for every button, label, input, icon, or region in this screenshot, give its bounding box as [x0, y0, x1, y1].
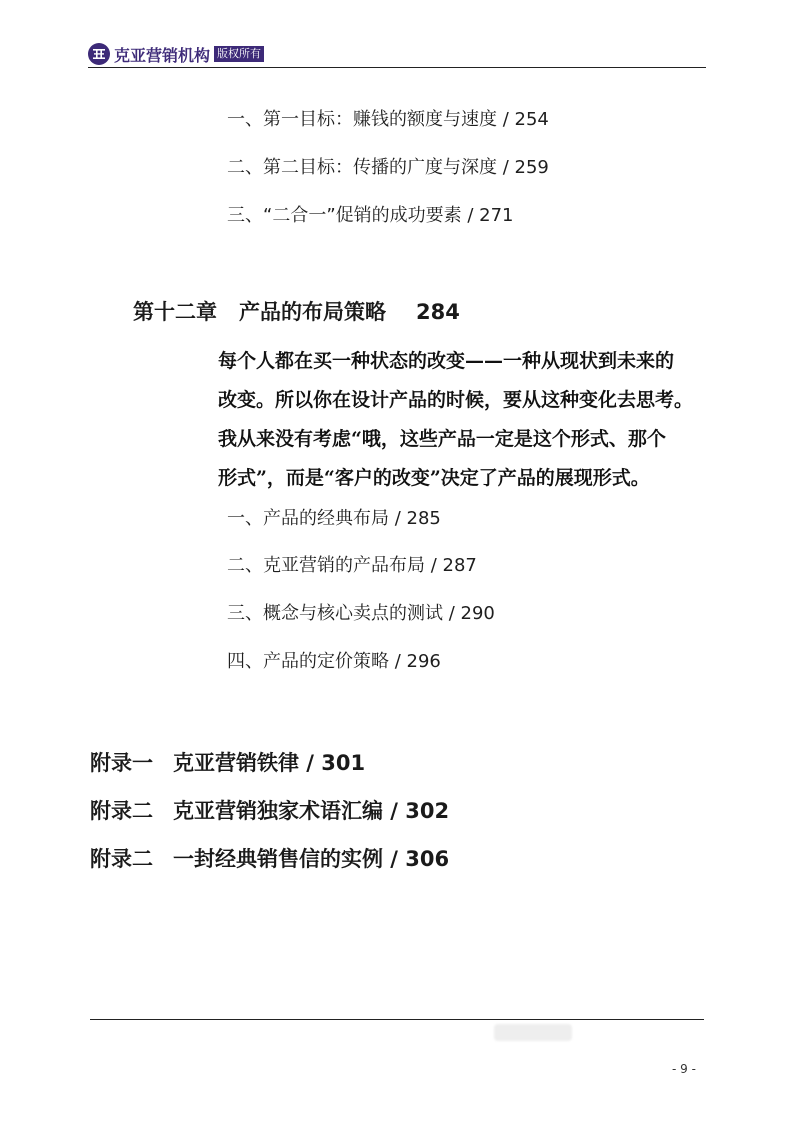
chapter-heading	[133, 296, 460, 326]
appendix-title: 一封经典销售信的实例 / 306	[173, 847, 450, 871]
page-header	[88, 42, 264, 66]
footer-divider	[90, 1019, 704, 1020]
chapter-intro	[218, 342, 708, 498]
chapter-title: 产品的布局策略	[239, 300, 386, 324]
toc-entry: 三、“二合一”促销的成功要素 / 271	[227, 205, 514, 226]
toc-entry: 一、第一目标：赚钱的额度与速度 / 254	[227, 109, 549, 130]
intro-line: 形式”，而是“客户的改变”决定了产品的展现形式。	[218, 467, 650, 489]
rights-badge: 版权所有	[214, 46, 264, 62]
appendix-entry	[90, 795, 449, 825]
appendix-title: 克亚营销独家术语汇编 / 302	[173, 799, 450, 823]
header-divider	[88, 67, 706, 68]
appendix-label: 附录一	[90, 751, 153, 775]
intro-line: 每个人都在买一种状态的改变——一种从现状到未来的	[218, 350, 675, 372]
toc-entry: 二、克亚营销的产品布局 / 287	[227, 555, 477, 576]
intro-line: 我从来没有考虑“哦，这些产品一定是这个形式、那个	[218, 428, 666, 450]
toc-entry: 二、第二目标：传播的广度与深度 / 259	[227, 157, 549, 178]
appendix-title: 克亚营销铁律 / 301	[173, 751, 366, 775]
chapter-page: 284	[416, 300, 460, 324]
chapter-label: 第十二章	[133, 300, 217, 324]
brand-name: 克亚营销机构	[114, 45, 211, 65]
appendix-label: 附录二	[90, 799, 153, 823]
appendix-entry	[90, 747, 365, 777]
appendix-entry	[90, 843, 449, 873]
toc-entry: 一、产品的经典布局 / 285	[227, 508, 441, 529]
toc-entry: 三、概念与核心卖点的测试 / 290	[227, 603, 495, 624]
intro-line: 改变。所以你在设计产品的时候，要从这种变化去思考。	[218, 389, 694, 411]
circle-monogram-icon	[88, 43, 110, 65]
page-number: - 9 -	[672, 1062, 696, 1076]
toc-entry: 四、产品的定价策略 / 296	[227, 651, 441, 672]
appendix-label: 附录二	[90, 847, 153, 871]
scan-smudge	[494, 1024, 572, 1041]
